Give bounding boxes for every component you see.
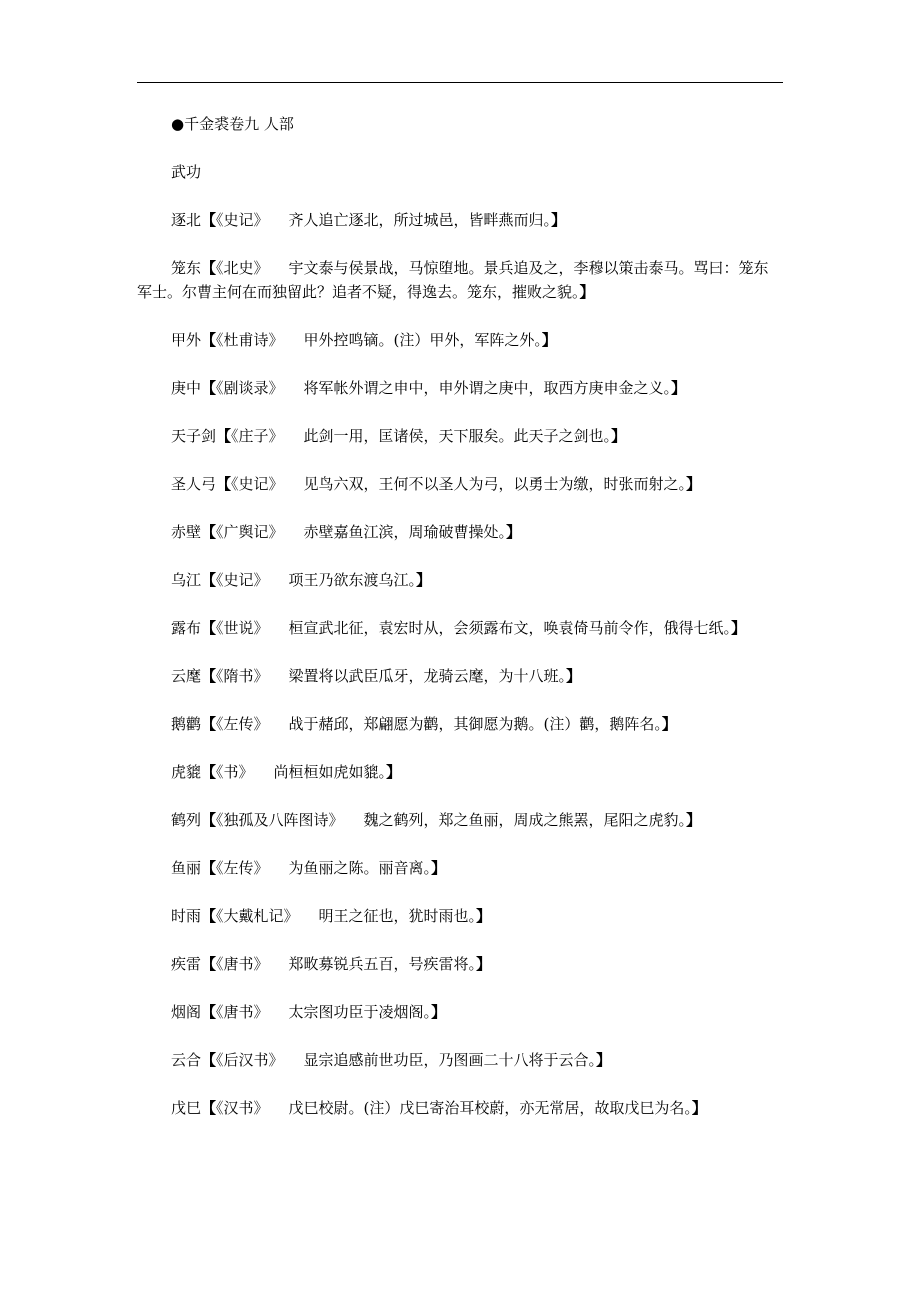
entry-source: 《左传》 <box>216 715 269 733</box>
open-bracket: 【 <box>201 955 217 973</box>
entry-item <box>137 1048 783 1072</box>
open-bracket: 【 <box>201 1099 217 1117</box>
open-bracket: 【 <box>216 475 232 493</box>
entry-item <box>137 1000 783 1024</box>
entry-item <box>137 376 783 400</box>
close-bracket: 】 <box>611 427 627 445</box>
entry-text: 梁置将以武臣瓜牙，龙骑云麾，为十八班。 <box>288 667 567 685</box>
close-bracket: 】 <box>731 619 747 637</box>
entry-text: 齐人追亡逐北，所过城邑，皆畔燕而归。 <box>288 211 552 229</box>
entry-text: 魏之鹤列，郑之鱼丽，周成之熊罴，尾阳之虎豹。 <box>363 811 687 829</box>
entry-source: 《庄子》 <box>231 427 284 445</box>
open-bracket: 【 <box>201 379 217 397</box>
open-bracket: 【 <box>201 331 217 349</box>
entry-item <box>137 1096 783 1120</box>
entry-text: 赤壁嘉鱼江滨，周瑜破曹操处。 <box>303 523 507 541</box>
entry-source: 《史记》 <box>231 475 284 493</box>
entry-item <box>137 808 783 832</box>
entry-term: 笼东 <box>171 259 202 277</box>
entry-term: 疾雷 <box>171 955 202 973</box>
document-body <box>137 112 783 1144</box>
entry-source: 《大戴札记》 <box>216 907 299 925</box>
entry-term: 烟阁 <box>171 1003 202 1021</box>
entry-source: 《广舆记》 <box>216 523 284 541</box>
entry-term: 时雨 <box>171 907 202 925</box>
entry-text: 桓宣武北征，袁宏时从，会须露布文，唤袁倚马前令作，俄得七纸。 <box>288 619 732 637</box>
entry-source: 《后汉书》 <box>216 1051 284 1069</box>
close-bracket: 】 <box>476 955 492 973</box>
entry-item <box>137 904 783 928</box>
close-bracket: 】 <box>691 1099 707 1117</box>
entry-source: 《唐书》 <box>216 955 269 973</box>
entry-item <box>137 520 783 544</box>
entry-term: 鹤列 <box>171 811 202 829</box>
entry-term: 天子剑 <box>171 427 217 445</box>
entry-term: 逐北 <box>171 211 202 229</box>
close-bracket: 】 <box>579 283 595 301</box>
open-bracket: 【 <box>201 1051 217 1069</box>
chapter-title: ●千金裘卷九 人部 <box>171 115 294 133</box>
entry-item <box>137 712 783 736</box>
close-bracket: 】 <box>686 475 702 493</box>
entry-text: 显宗追感前世功臣，乃图画二十八将于云合。 <box>303 1051 597 1069</box>
open-bracket: 【 <box>201 571 217 589</box>
open-bracket: 【 <box>201 667 217 685</box>
entry-text: 太宗图功臣于凌烟阁。 <box>288 1003 432 1021</box>
entry-source: 《隋书》 <box>216 667 269 685</box>
entry-term: 圣人弓 <box>171 475 217 493</box>
entry-source: 《北史》 <box>216 259 269 277</box>
entry-item <box>137 472 783 496</box>
entry-term: 赤壁 <box>171 523 202 541</box>
entry-source: 《杜甫诗》 <box>216 331 284 349</box>
entry-text: 项王乃欲东渡乌江。 <box>288 571 417 589</box>
close-bracket: 】 <box>551 211 567 229</box>
entry-text: 戊巳校尉。(注）戊巳寄治耳校蔚，亦无常居，故取戊巳为名。 <box>288 1099 692 1117</box>
open-bracket: 【 <box>201 259 217 277</box>
entry-source: 《唐书》 <box>216 1003 269 1021</box>
open-bracket: 【 <box>201 907 217 925</box>
close-bracket: 】 <box>671 379 687 397</box>
close-bracket: 】 <box>661 715 677 733</box>
open-bracket: 【 <box>201 619 217 637</box>
entry-source: 《世说》 <box>216 619 269 637</box>
entry-text: 将军帐外谓之申中，申外谓之庚中，取西方庚申金之义。 <box>303 379 672 397</box>
close-bracket: 】 <box>566 667 582 685</box>
close-bracket: 】 <box>541 331 557 349</box>
entry-item <box>137 856 783 880</box>
entry-item <box>137 208 783 232</box>
section-title: 武功 <box>171 163 202 181</box>
entry-item <box>137 760 783 784</box>
entry-text: 明王之征也，犹时雨也。 <box>318 907 477 925</box>
entry-text: 宇文泰与侯景战，马惊堕地。景兵追及之，李穆以策击泰马。骂曰：笼东军士。尔曹主何在而独留此？追者不疑，得逸去。笼东，摧败之貌。 <box>137 259 769 301</box>
close-bracket: 】 <box>431 859 447 877</box>
close-bracket: 】 <box>506 523 522 541</box>
open-bracket: 【 <box>216 427 232 445</box>
open-bracket: 【 <box>201 523 217 541</box>
entry-term: 鱼丽 <box>171 859 202 877</box>
entry-term: 庚中 <box>171 379 202 397</box>
entry-source: 《左传》 <box>216 859 269 877</box>
entry-term: 云麾 <box>171 667 202 685</box>
entry-item <box>137 424 783 448</box>
entry-item <box>137 328 783 352</box>
open-bracket: 【 <box>201 715 217 733</box>
entry-text: 为鱼丽之陈。丽音离。 <box>288 859 432 877</box>
entry-text: 战于赭邱，郑翩愿为鹳，其御愿为鹅。(注）鹳，鹅阵名。 <box>288 715 662 733</box>
entry-item <box>137 664 783 688</box>
entry-item <box>137 256 783 304</box>
entry-text: 郑畋募锐兵五百，号疾雷将。 <box>288 955 477 973</box>
entry-term: 鹅鹳 <box>171 715 202 733</box>
close-bracket: 】 <box>386 763 402 781</box>
open-bracket: 【 <box>201 811 217 829</box>
entry-term: 云合 <box>171 1051 202 1069</box>
entry-source: 《剧谈录》 <box>216 379 284 397</box>
close-bracket: 】 <box>476 907 492 925</box>
entry-text: 甲外控鸣镝。(注）甲外，军阵之外。 <box>303 331 542 349</box>
entry-list <box>137 208 783 1120</box>
close-bracket: 】 <box>686 811 702 829</box>
entry-text: 尚桓桓如虎如貔。 <box>273 763 387 781</box>
open-bracket: 【 <box>201 1003 217 1021</box>
entry-source: 《书》 <box>216 763 254 781</box>
entry-text: 此剑一用，匡诸侯，天下服矣。此天子之剑也。 <box>303 427 612 445</box>
header-rule <box>137 82 783 83</box>
close-bracket: 】 <box>596 1051 612 1069</box>
entry-item <box>137 616 783 640</box>
entry-term: 戊巳 <box>171 1099 202 1117</box>
entry-term: 露布 <box>171 619 202 637</box>
entry-source: 《独孤及八阵图诗》 <box>216 811 344 829</box>
entry-text: 见鸟六双，王何不以圣人为弓，以勇士为缴，时张而射之。 <box>303 475 687 493</box>
close-bracket: 】 <box>416 571 432 589</box>
entry-item <box>137 568 783 592</box>
entry-source: 《史记》 <box>216 571 269 589</box>
entry-source: 《汉书》 <box>216 1099 269 1117</box>
open-bracket: 【 <box>201 859 217 877</box>
entry-term: 甲外 <box>171 331 202 349</box>
entry-item <box>137 952 783 976</box>
open-bracket: 【 <box>201 763 217 781</box>
open-bracket: 【 <box>201 211 217 229</box>
close-bracket: 】 <box>431 1003 447 1021</box>
entry-term: 乌江 <box>171 571 202 589</box>
entry-source: 《史记》 <box>216 211 269 229</box>
entry-term: 虎貔 <box>171 763 202 781</box>
